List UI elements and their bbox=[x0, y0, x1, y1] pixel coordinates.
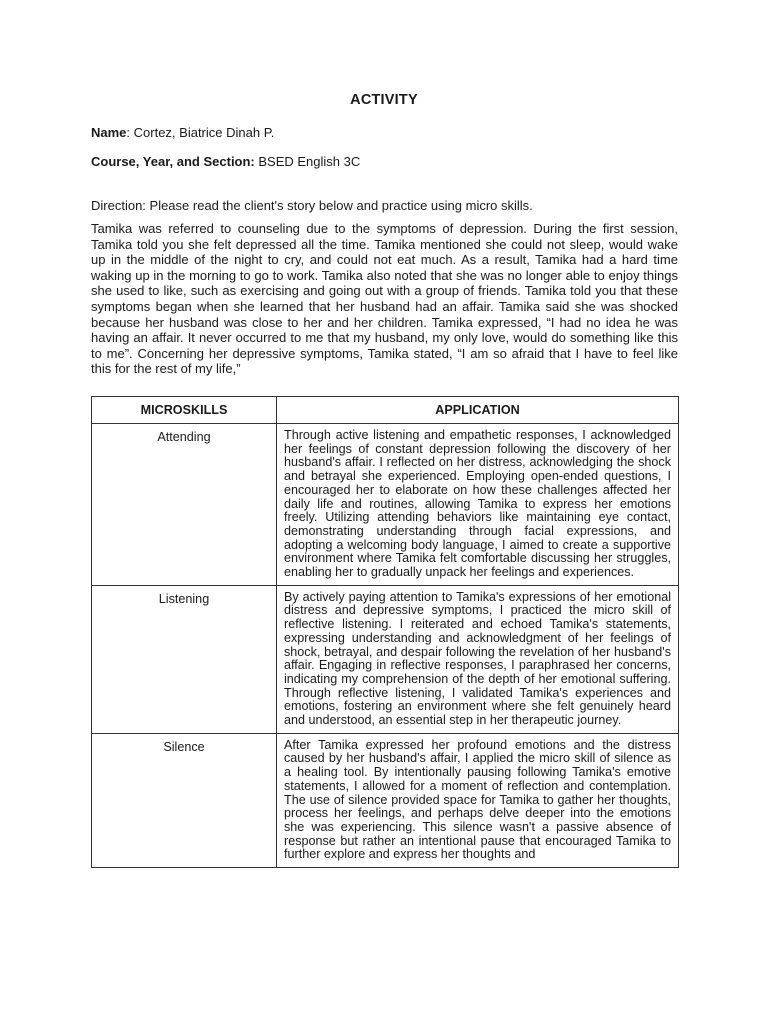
table-row bbox=[92, 585, 679, 733]
name-label: Name bbox=[91, 125, 127, 140]
name-value: : Cortez, Biatrice Dinah P. bbox=[126, 125, 275, 140]
course-value: BSED English 3C bbox=[254, 154, 361, 169]
skill-cell: Silence bbox=[92, 733, 277, 867]
skill-cell: Listening bbox=[92, 585, 277, 733]
application-cell: By actively paying attention to Tamika's expressions of her emotional distress and depressive symptoms, I practiced the micro skill of reflective listening. I reiterated and echoed Tamika's statements, expressing understanding and acknowledgment of her feelings of shock, betrayal, and despair following the revelation of her husband's affair. Engaging in reflective responses, I paraphrased her concerns, indicating my comprehension of the depth of her emotional suffering. Through reflective listening, I validated Tamika's experiences and emotions, fostering an environment where she felt genuinely heard and understood, an essential step in her therapeutic journey. bbox=[277, 585, 679, 733]
page-title: ACTIVITY bbox=[350, 92, 418, 108]
skill-cell: Attending bbox=[92, 424, 277, 586]
client-story: Tamika was referred to counseling due to the symptoms of depression. During the first session, Tamika told you she felt depressed all the time. Tamika mentioned she could not sleep, would wake up in the middle of the night to cry, and could not eat much. As a result, Tamika had a hard time waking up in the morning to go to work. Tamika also noted that she was no longer able to enjoy things she used to like, such as exercising and going out with a group of friends. Tamika told you that these symptoms began when she learned that her husband had an affair. Tamika said she was shocked because her husband was close to her and her children. Tamika expressed, “I had no idea he was having an affair. It never occurred to me that my husband, my only love, would do something like this to me”. Concerning her depressive symptoms, Tamika stated, “I am so afraid that I have to feel like this for the rest of my life,” bbox=[91, 221, 678, 377]
course-field bbox=[91, 154, 360, 169]
microskills-table bbox=[91, 396, 679, 868]
header-microskills: MICROSKILLS bbox=[92, 397, 277, 424]
direction-text: Direction: Please read the client's story below and practice using micro skills. bbox=[91, 198, 533, 213]
table-row bbox=[92, 733, 679, 867]
table-header-row bbox=[92, 397, 679, 424]
course-label: Course, Year, and Section: bbox=[91, 154, 255, 169]
name-field bbox=[91, 125, 274, 140]
application-cell: Through active listening and empathetic responses, I acknowledged her feelings of constant depression following the discovery of her husband's affair. I reflected on her distress, acknowledging the shock and betrayal she experienced. Employing open-ended questions, I encouraged her to elaborate on how these challenges affected her daily life and routines, allowing Tamika to express her emotions freely. Utilizing attending behaviors like maintaining eye contact, demonstrating understanding through facial expressions, and adopting a welcoming body language, I aimed to create a supportive environment where Tamika felt comfortable discussing her struggles, enabling her to gradually unpack her feelings and experiences. bbox=[277, 424, 679, 586]
application-cell: After Tamika expressed her profound emotions and the distress caused by her husband's affair, I applied the micro skill of silence as a healing tool. By intentionally pausing following Tamika's emotive statements, I allowed for a moment of reflection and contemplation. The use of silence provided space for Tamika to gather her thoughts, process her feelings, and perhaps delve deeper into the emotions she was experiencing. This silence wasn't a passive absence of response but rather an intentional pause that encouraged Tamika to further explore and express her thoughts and bbox=[277, 733, 679, 867]
header-application: APPLICATION bbox=[277, 397, 679, 424]
table-row bbox=[92, 424, 679, 586]
